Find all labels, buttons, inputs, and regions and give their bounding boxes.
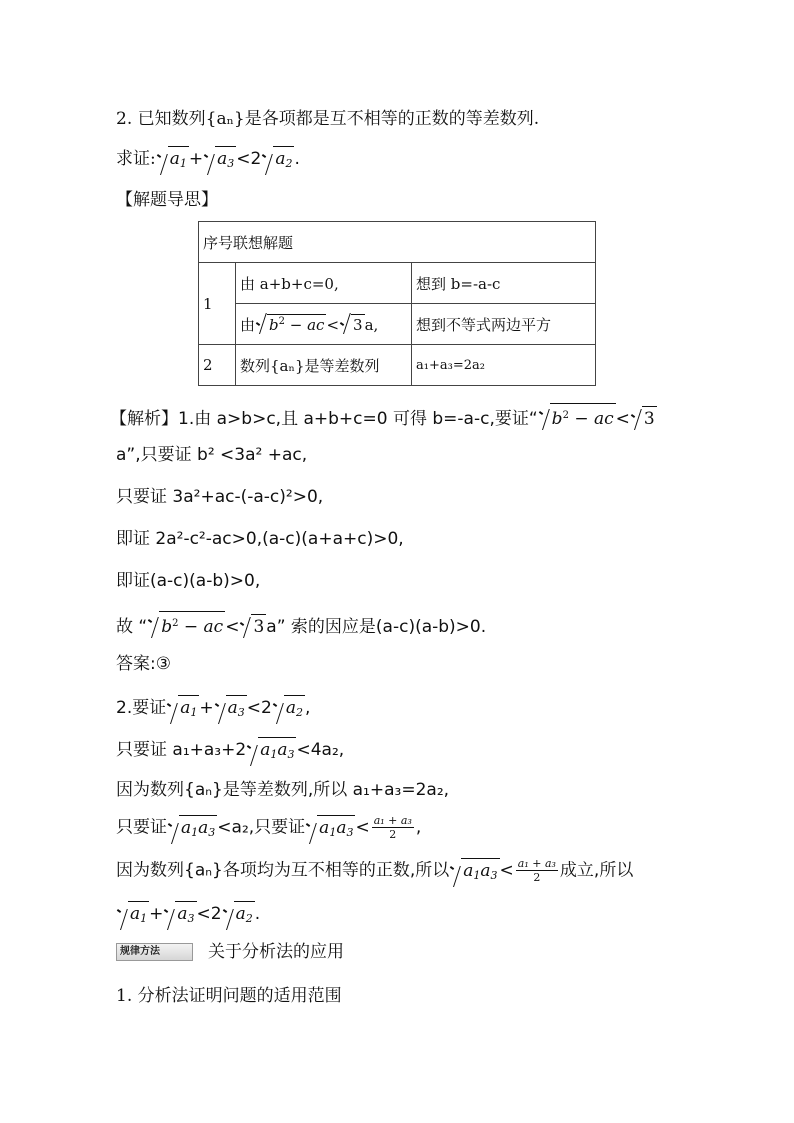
- solution-line-1: 【解析】1.由 a>b>c,且 a+b+c=0 可得 b=-a-c,要证“ $b^2$ − ac < 3: [110, 403, 657, 430]
- cell-r1b-left: 由 $b^2$ − ac < 3 a,: [236, 304, 412, 345]
- cell-r2-right: a₁+a₃=2a₂: [412, 345, 596, 386]
- method-title: 关于分析法的应用: [208, 942, 344, 962]
- prove-statement: 求证: $a_1 + a_3 <2$ $a_2$ .: [116, 146, 300, 175]
- cell-r1b-right: 想到不等式两边平方: [412, 304, 596, 345]
- solution-line-4: 即证 2a²-c²-ac>0,(a-c)(a+a+c)>0,: [116, 529, 404, 549]
- cell-r1a-left: 由 a+b+c=0,: [236, 263, 412, 304]
- part2-line-4: 只要证 $a_1a_3 <a_2$,只要证 $a_1a_3$ < $\frac{\text{a₁ + a₃}}{2}$ ,: [116, 814, 421, 844]
- problem-statement: 2. 已知数列{aₙ}是各项都是互不相等的正数的等差数列.: [116, 109, 540, 129]
- row-number-2: 2: [199, 345, 236, 386]
- part2-line-5: 因为数列{aₙ}各项均为互不相等的正数,所以 $a_1a_3$ < $\frac{\text{a₁ + a₃}}{2}$ 成立,所以: [116, 857, 633, 887]
- method-item-1: 1. 分析法证明问题的适用范围: [116, 986, 342, 1006]
- method-badge: 规律方法: [116, 943, 193, 961]
- table-header: 序号联想解题: [199, 222, 596, 263]
- prove-label: 求证:: [116, 149, 156, 169]
- solution-line-3: 只要证 3a²+ac-(-a-c)²>0,: [116, 487, 324, 507]
- row-number-1: 1: [199, 263, 236, 345]
- cell-r1a-right: 想到 b=-a-c: [412, 263, 596, 304]
- part2-line-2: 只要证 a₁+a₃+2 $a_1a_3 <4a_2$,: [116, 737, 344, 766]
- solution-line-5: 即证(a-c)(a-b)>0,: [116, 571, 261, 591]
- fraction: $\frac{\text{a₁ + a₃}}{2}$: [373, 814, 412, 841]
- thinking-table: [198, 221, 596, 386]
- part2-line-1: 2.要证 $a_1 + a_3 <2$ $a_2$ ,: [116, 695, 310, 724]
- answer-line: 答案:③: [116, 654, 171, 674]
- cell-r2-left: 数列{aₙ}是等差数列: [236, 345, 412, 386]
- part2-line-3: 因为数列{aₙ}是等差数列,所以 a₁+a₃=2a₂,: [116, 780, 450, 800]
- thinking-header: 【解题导思】: [116, 190, 218, 210]
- part2-line-6: $a_1 + a_3 <2$ $a_2$ .: [116, 901, 260, 930]
- solution-line-6: 故 “ $b^2$ − ac < 3 a” 索的因应是(a-c)(a-b)>0.: [116, 611, 486, 638]
- fraction: $\frac{\text{a₁ + a₃}}{2}$: [517, 857, 556, 884]
- solution-line-2: a”,只要证 b² <3a² +ac,: [116, 445, 308, 465]
